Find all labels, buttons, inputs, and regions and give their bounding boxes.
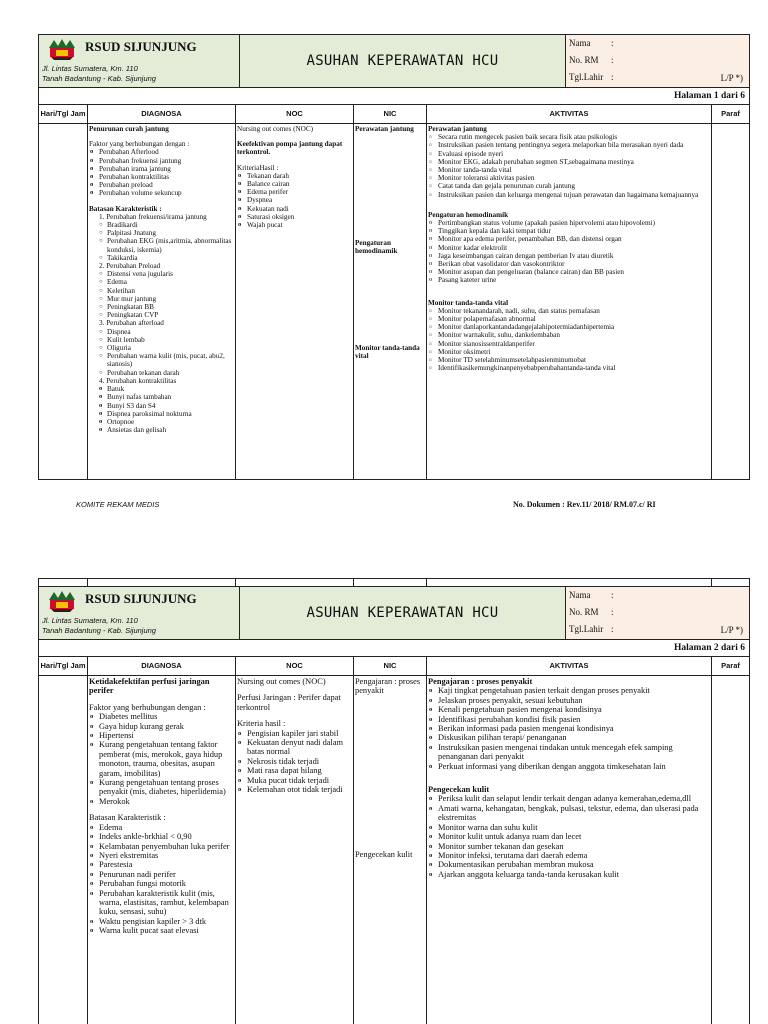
date-column bbox=[39, 657, 88, 1024]
nic-item: Monitor tanda-tanda vital bbox=[355, 344, 420, 361]
hospital-name: RSUD SIJUNJUNG bbox=[85, 39, 197, 54]
list-item: o Jelaskan proses penyakit, sesuai kebutuhan bbox=[428, 696, 710, 705]
sijunjung-crest-icon bbox=[48, 38, 76, 60]
list-item: o Pengisian kapiler jari stabil bbox=[237, 729, 352, 738]
patient-dob-label: Tgl.Lahir bbox=[569, 624, 604, 634]
list-item: o Bunyi nafas tambahan bbox=[89, 393, 234, 401]
aktivitas-cell bbox=[427, 676, 711, 880]
patient-name-colon: : bbox=[611, 38, 614, 48]
hospital-name: RSUD SIJUNJUNG bbox=[85, 591, 197, 606]
patient-rm-colon: : bbox=[611, 55, 614, 65]
aktivitas-column bbox=[427, 105, 712, 479]
gender-field: L/P *) bbox=[720, 625, 743, 635]
care-plan-table bbox=[38, 105, 750, 480]
header-diagnosa: DIAGNOSA bbox=[88, 105, 235, 124]
noc-cell bbox=[236, 124, 353, 230]
list-item: o Dyspnea bbox=[237, 196, 352, 204]
care-plan-table bbox=[38, 657, 750, 1024]
nic-item: Perawatan jantung bbox=[355, 125, 414, 133]
list-item: ▫ Monitor tekanandarah, nadi, suhu, dan status pernafasan bbox=[428, 307, 710, 315]
list-item: o Mati rasa dapat hilang bbox=[237, 766, 352, 775]
list-item: o Pertimbangkan status volume (apakah pasien hipervolemi atau hipovolemi) bbox=[428, 219, 710, 227]
list-item: o Monitor sumber tekanan dan gesekan bbox=[428, 842, 710, 851]
list-item: ▫ Monitor TD setelahminumsetelahpasienminumobat bbox=[428, 356, 710, 364]
list-item: ▫ Instruksikan pasien dan keluarga mengenai tujuan perawatan dan hagaimana kemajuannya bbox=[428, 191, 710, 199]
header-date: Hari/Tgl Jam bbox=[39, 657, 87, 676]
kriteria-list bbox=[237, 729, 352, 795]
list-item: o Ortopnoe bbox=[89, 418, 234, 426]
patient-name-label: Nama bbox=[569, 590, 591, 600]
list-item: ▫ Monitor polapernafasan abnormal bbox=[428, 315, 710, 323]
list-item: ▫ Identifikasikemungkinanpenyebabperubahantanda-tanda vital bbox=[428, 364, 710, 372]
list-item: o Dispnea paroksimal nokturna bbox=[89, 410, 234, 418]
list-item: o Perkuat informasi yang diberikan dengan anggota timkesehatan lain bbox=[428, 762, 710, 771]
document-page-2 bbox=[38, 578, 750, 1024]
list-item: o Kelemahan otot tidak terjadi bbox=[237, 785, 352, 794]
aktivitas-section-title: Monitor tanda-tanda vital bbox=[428, 298, 509, 307]
list-item: o Hipertensi bbox=[89, 731, 234, 740]
list-item: ○ Oliguria bbox=[89, 344, 234, 352]
paraf-column bbox=[712, 105, 749, 479]
title-block bbox=[240, 35, 566, 87]
list-item: ○ Bradikardi bbox=[89, 221, 234, 229]
list-item: o Kekuatan denyut nadi dalam batas normal bbox=[237, 738, 352, 757]
list-item: o Berikan informasi pada pasien mengenai kondisinya bbox=[428, 724, 710, 733]
hospital-address-line1: Jl. Lintas Sumatera, Km. 110 bbox=[42, 64, 138, 73]
header-nic: NIC bbox=[354, 105, 426, 124]
document-title: ASUHAN KEPERAWATAN HCU bbox=[306, 53, 499, 69]
list-item: ▫ Evaluasi episode nyeri bbox=[428, 150, 710, 158]
hospital-address-line2: Tanah Badantung - Kab. Sijunjung bbox=[42, 74, 156, 83]
aktivitas-list bbox=[428, 219, 710, 285]
list-item: ▫ Monitor toleransi aktivitas pasien bbox=[428, 174, 710, 182]
list-item: o Muka pucat tidak terjadi bbox=[237, 776, 352, 785]
page-number: Halaman 1 dari 6 bbox=[38, 88, 750, 105]
diagnosa-column bbox=[88, 657, 236, 1024]
header-noc: NOC bbox=[236, 105, 353, 124]
list-item: o Monitor asupan dan pengeluaran (balance cairan) dan BB pasien bbox=[428, 268, 710, 276]
patient-dob-colon: : bbox=[611, 624, 614, 634]
document-page-1 bbox=[38, 34, 750, 512]
list-item: o Perubahan irama jantung bbox=[89, 165, 234, 173]
page-header bbox=[38, 34, 750, 88]
header-noc: NOC bbox=[236, 657, 353, 676]
list-item: o Perubahan Afterlood bbox=[89, 148, 234, 156]
nic-column bbox=[354, 657, 427, 1024]
list-item: ○ Dispnea bbox=[89, 328, 234, 336]
list-item: o Monitor warna dan suhu kulit bbox=[428, 823, 710, 832]
list-item: o Saturasi oksigen bbox=[237, 213, 352, 221]
list-item: ○ Distensi vena jugularis bbox=[89, 270, 234, 278]
list-item: o Jaga keseimbangan cairan dengan pemberian Iv atau diuretik bbox=[428, 252, 710, 260]
list-item: o Identifikasi perubahan kondisi fisik pasien bbox=[428, 715, 710, 724]
aktivitas-list bbox=[428, 686, 710, 771]
nic-item: Pengecekan kulit bbox=[355, 850, 413, 859]
aktivitas-section-title: Pengaturan hemodinamik bbox=[428, 210, 509, 219]
list-item: ○ Perubahan EKG (mis,aritmia, abnormalitas konduksi, iskemia) bbox=[89, 237, 234, 253]
batasan-group-label: 4. Perubahan kontraktilitas bbox=[99, 376, 177, 385]
kriteria-list bbox=[237, 172, 352, 229]
list-item: o Merokok bbox=[89, 797, 234, 806]
list-item: o Penurunan nadi perifer bbox=[89, 870, 234, 879]
page-footer bbox=[38, 500, 750, 512]
diagnosa-cell bbox=[88, 676, 235, 937]
kriteria-label: KriteriaHasil : bbox=[237, 163, 279, 172]
noc-title: Nursing out comes (NOC) bbox=[237, 125, 314, 133]
list-item: ▫ Monitor danlaporkantandadangejalahipotermiadanhipertemia bbox=[428, 323, 710, 331]
list-item: ▫ Monitor sianosissentraldanperifer bbox=[428, 340, 710, 348]
header-aktivitas: AKTIVITAS bbox=[427, 105, 711, 124]
list-item: o Instruksikan pasien mengenai tindakan untuk mencegah efek samping penanganan dari penyakit bbox=[428, 743, 710, 762]
list-item: ○ Peningkatan BB bbox=[89, 303, 234, 311]
list-item: o Balance cairan bbox=[237, 180, 352, 188]
list-item: o Waktu pengisian kapiler > 3 dtk bbox=[89, 917, 234, 926]
list-item: o Amati warna, kehangatan, bengkak, pulsasi, tekstur, edema, dan ulserasi pada ekstremitas bbox=[428, 804, 710, 823]
noc-cell bbox=[236, 676, 353, 795]
kriteria-label: Kriteria hasil : bbox=[237, 719, 286, 729]
list-item: ▫ Instruksikan pasien tentang pentingnya segera melaporkan bila merasakan nyeri dada bbox=[428, 141, 710, 149]
aktivitas-section-title: Pengajaran : proses penyakit bbox=[428, 677, 533, 686]
page-number: Halaman 2 dari 6 bbox=[38, 640, 750, 657]
aktivitas-cell bbox=[427, 124, 711, 373]
list-item: o Nekrosis tidak terjadi bbox=[237, 757, 352, 766]
patient-block bbox=[566, 587, 749, 639]
header-aktivitas: AKTIVITAS bbox=[427, 657, 711, 676]
list-item: o Edema bbox=[89, 823, 234, 832]
diagnosa-cell bbox=[88, 124, 235, 435]
sijunjung-crest-icon bbox=[48, 590, 76, 612]
patient-dob-label: Tgl.Lahir bbox=[569, 72, 604, 82]
batasan-group-label: 2. Perubahan Preload bbox=[99, 262, 161, 271]
date-column bbox=[39, 105, 88, 479]
list-item: o Tinggikan kepala dan kaki tempat tidur bbox=[428, 227, 710, 235]
batasan-list bbox=[89, 823, 234, 936]
list-item: o Periksa kulit dan selaput lendir terkait dengan adanya kemerahan,edema,dll bbox=[428, 794, 710, 803]
list-item: o Nyeri ekstremitas bbox=[89, 851, 234, 860]
nic-item: Pengaturan hemodinamik bbox=[355, 239, 398, 256]
list-item: o Dokumentasikan perubahan membran mukosa bbox=[428, 860, 710, 869]
list-item: ○ Mur mur jantung bbox=[89, 295, 234, 303]
list-item: o Perubahan fungsi motorik bbox=[89, 879, 234, 888]
list-item: o Kenali pengetahuan pasien mengenai kondisinya bbox=[428, 705, 710, 714]
hospital-address-line1: Jl. Lintas Sumatera, Km. 110 bbox=[42, 616, 138, 625]
list-item: o Monitor kulit untuk adanya ruam dan lecet bbox=[428, 832, 710, 841]
list-item: ○ Keletihan bbox=[89, 287, 234, 295]
list-item: ○ Perubahan warna kulit (mis, pucat, abu2, sianosis) bbox=[89, 352, 234, 368]
list-item: ▫ Secara rutin mengecek pasien baik secara fisik atau psikologis bbox=[428, 133, 710, 141]
gender-field: L/P *) bbox=[720, 73, 743, 83]
footer-document-number: No. Dokumen : Rev.11/ 2018/ RM.07.c/ RI bbox=[513, 500, 656, 509]
diagnosa-title: Ketidakefektifan perfusi jaringan perifer bbox=[89, 677, 210, 696]
header-nic: NIC bbox=[354, 657, 426, 676]
diagnosa-column bbox=[88, 105, 236, 479]
list-item: o Indeks ankle-brkhial < 0,90 bbox=[89, 832, 234, 841]
nic-column bbox=[354, 105, 427, 479]
patient-name-colon: : bbox=[611, 590, 614, 600]
list-item: o Kurang pengetahuan tentang proses penyakit (mis, diabetes, hiperlidemia) bbox=[89, 778, 234, 797]
noc-title: Nursing out comes (NOC) bbox=[237, 677, 326, 686]
faktor-label: Faktor yang berhubungan dengan : bbox=[89, 140, 190, 149]
list-item: o Ajarkan anggota keluarga tanda-tanda kerusakan kulit bbox=[428, 870, 710, 879]
list-item: o Warna kulit pucat saat elevasi bbox=[89, 926, 234, 935]
page-header bbox=[38, 586, 750, 640]
batasan-group-label: 1. Perubahan frekuensi/irama jantung bbox=[99, 212, 207, 221]
list-item: o Kaji tingkat pengetahuan pasien terkait dengan proses penyakit bbox=[428, 686, 710, 695]
patient-rm-colon: : bbox=[611, 607, 614, 617]
list-item: o Kelambatan penyembuhan luka perifer bbox=[89, 842, 234, 851]
batasan-group-label: 3. Perubahan afterload bbox=[99, 319, 164, 328]
header-diagnosa: DIAGNOSA bbox=[88, 657, 235, 676]
patient-name-label: Nama bbox=[569, 38, 591, 48]
title-block bbox=[240, 587, 566, 639]
list-item: o Perubahan frekuensi jantung bbox=[89, 157, 234, 165]
list-item: ○ Kulit lembab bbox=[89, 336, 234, 344]
list-item: o Perubahan karakteristik kulit (mis, warna, elastisitas, rambut, kelembapan kuku, sensasi, suhu) bbox=[89, 889, 234, 917]
list-item: o Batuk bbox=[89, 385, 234, 393]
list-item: o Kurang pengetahuan tentang faktor pemberat (mis, merokok, gaya hidup monoton, trauma, obesitas, asupan garam, imobilitas) bbox=[89, 740, 234, 778]
noc-subtitle: Keefektivan pompa jantung dapat terkontrol. bbox=[237, 140, 343, 157]
list-item: ○ Edema bbox=[89, 278, 234, 286]
noc-column bbox=[236, 105, 354, 479]
aktivitas-list bbox=[428, 307, 710, 373]
footer-committee: KOMITE REKAM MEDIS bbox=[76, 500, 160, 509]
aktivitas-section-title: Perawatan jantung bbox=[428, 125, 487, 133]
aktivitas-list bbox=[428, 794, 710, 879]
faktor-list bbox=[89, 712, 234, 806]
list-item: ○ Peningkatan CVP bbox=[89, 311, 234, 319]
list-item: o Gaya hidup kurang gerak bbox=[89, 722, 234, 731]
paraf-column bbox=[712, 657, 749, 1024]
list-item: ▫ Catat tanda dan gejala penurunan curah jantung bbox=[428, 182, 710, 190]
list-item: o Bunyi S3 dan S4 bbox=[89, 402, 234, 410]
faktor-label: Faktor yang berhubungan dengan : bbox=[89, 702, 206, 712]
noc-subtitle: Perfusi Jaringan : Perifer dapat terkontrol bbox=[237, 693, 341, 712]
list-item: o Diskusikan pilihan terapi/ penanganan bbox=[428, 733, 710, 742]
hospital-block bbox=[39, 35, 240, 87]
batasan-list bbox=[89, 213, 234, 434]
batasan-label: Batasan Karakteristik : bbox=[89, 204, 162, 213]
list-item: o Perubahan preload bbox=[89, 181, 234, 189]
header-paraf: Paraf bbox=[712, 105, 749, 124]
list-item: o Monitor kadar elektrolit bbox=[428, 244, 710, 252]
hospital-address-line2: Tanah Badantung - Kab. Sijunjung bbox=[42, 626, 156, 635]
list-item: ▫ Monitor oksimetri bbox=[428, 348, 710, 356]
list-item: o Perubahan kontraktilitas bbox=[89, 173, 234, 181]
aktivitas-section-title: Pengecekan kulit bbox=[428, 785, 490, 795]
list-item: ○ Takikardia bbox=[89, 254, 234, 262]
list-item: ○ Perubahan tekanan darah bbox=[89, 369, 234, 377]
header-paraf: Paraf bbox=[712, 657, 749, 676]
list-item: ○ Palpitasi Jnatung bbox=[89, 229, 234, 237]
patient-dob-colon: : bbox=[611, 72, 614, 82]
list-item: o Perubahan volume sekuncup bbox=[89, 189, 234, 197]
list-item: o Edema perifer bbox=[237, 188, 352, 196]
list-item: o Wajah pucat bbox=[237, 221, 352, 229]
list-item: o Parestesia bbox=[89, 860, 234, 869]
list-item: o Ansietas dan gelisah bbox=[89, 426, 234, 434]
list-item: ▫ Monitor EKG, adakah perubahan segmen ST,sebagaimana mestinya bbox=[428, 158, 710, 166]
document-title: ASUHAN KEPERAWATAN HCU bbox=[306, 605, 499, 621]
faktor-list bbox=[89, 148, 234, 197]
diagnosa-title: Penurunan curah jantung bbox=[89, 125, 169, 133]
list-item: o Kekuatan nadi bbox=[237, 205, 352, 213]
list-item: ▫ Monitor tanda-tanda vital bbox=[428, 166, 710, 174]
list-item: o Monitor infeksi, terutama dari daerah edema bbox=[428, 851, 710, 860]
list-item: o Pasang kateter urine bbox=[428, 276, 710, 284]
patient-block bbox=[566, 35, 749, 87]
header-date: Hari/Tgl Jam bbox=[39, 105, 87, 124]
list-item: o Diabetes mellitus bbox=[89, 712, 234, 721]
noc-column bbox=[236, 657, 354, 1024]
batasan-label: Batasan Karakteristik : bbox=[89, 813, 166, 823]
patient-rm-label: No. RM bbox=[569, 607, 599, 617]
aktivitas-column bbox=[427, 657, 712, 1024]
aktivitas-list bbox=[428, 133, 710, 199]
nic-item: Pengajaran : proses penyakit bbox=[355, 677, 421, 696]
hospital-block bbox=[39, 587, 240, 639]
list-item: o Berikan obat vasolidator dan vasokontriktor bbox=[428, 260, 710, 268]
list-item: ▫ Monitor warnakulit, suhu, dankelembaban bbox=[428, 331, 710, 339]
list-item: o Monitor apa edema perifer, penambahan BB, dan distensi organ bbox=[428, 235, 710, 243]
list-item: o Tekanan darah bbox=[237, 172, 352, 180]
patient-rm-label: No. RM bbox=[569, 55, 599, 65]
